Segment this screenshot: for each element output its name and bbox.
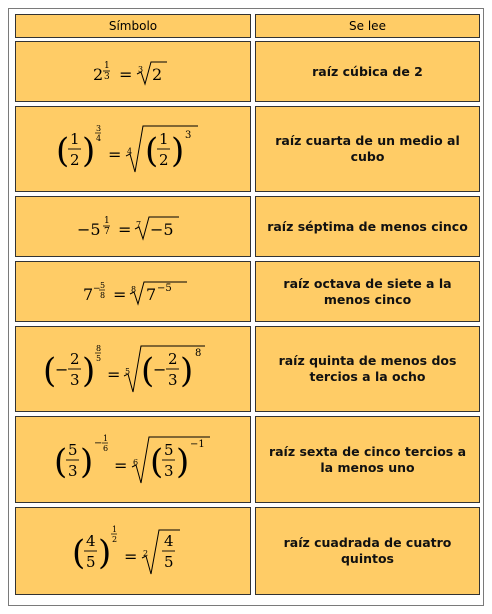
- svg-text:4: 4: [96, 134, 102, 143]
- symbol-cell-fifth-root-minus-two-thirds: [15, 326, 251, 412]
- svg-text:1: 1: [70, 130, 80, 148]
- svg-text:8: 8: [131, 284, 137, 294]
- reading-cell: raíz cúbica de 2: [255, 41, 480, 102]
- svg-text:(: (: [43, 351, 57, 391]
- svg-text:7: 7: [136, 219, 142, 229]
- svg-text:7: 7: [104, 226, 110, 237]
- svg-text:4: 4: [164, 532, 174, 550]
- svg-text:5: 5: [100, 280, 106, 290]
- svg-text:(: (: [141, 351, 155, 391]
- svg-text:(: (: [54, 441, 68, 482]
- reading-cell: raíz quinta de menos dos tercios a la ocho: [255, 326, 480, 412]
- column-header-symbol: Símbolo: [15, 14, 251, 38]
- svg-text:1: 1: [104, 215, 110, 226]
- svg-text:5: 5: [96, 354, 102, 363]
- svg-text:−: −: [94, 437, 103, 449]
- symbol-cell-sixth-root-five-thirds-minus-one: [15, 416, 251, 503]
- svg-text:−5: −5: [150, 219, 174, 239]
- svg-text:1: 1: [159, 130, 169, 148]
- svg-text:): ): [82, 131, 96, 171]
- svg-text:3: 3: [168, 371, 178, 389]
- svg-text:3: 3: [138, 64, 144, 74]
- svg-text:3: 3: [164, 461, 174, 480]
- svg-text:(: (: [145, 131, 159, 171]
- svg-text:=: =: [113, 284, 127, 304]
- svg-text:6: 6: [103, 443, 109, 453]
- svg-text:5: 5: [86, 553, 96, 571]
- svg-text:8: 8: [96, 344, 102, 353]
- svg-text:2: 2: [152, 64, 163, 84]
- svg-text:(: (: [72, 533, 86, 573]
- svg-text:3: 3: [104, 71, 110, 82]
- svg-text:5: 5: [68, 440, 78, 459]
- svg-text:−: −: [55, 360, 69, 379]
- svg-text:6: 6: [133, 457, 139, 467]
- svg-text:): ): [98, 533, 112, 573]
- reading-cell: raíz cuarta de un medio al cubo: [255, 106, 480, 192]
- svg-text:): ): [171, 131, 185, 171]
- svg-text:3: 3: [96, 124, 102, 133]
- svg-text:2: 2: [159, 151, 169, 169]
- svg-text:−5: −5: [157, 282, 172, 294]
- svg-text:=: =: [114, 455, 128, 475]
- symbol-cell-cube-root-2: [15, 41, 251, 102]
- svg-text:4: 4: [86, 532, 96, 550]
- svg-text:=: =: [107, 365, 121, 384]
- radicals-table: [8, 8, 484, 606]
- math-expression: [63, 52, 203, 92]
- math-expression: [63, 207, 203, 247]
- svg-text:=: =: [118, 219, 132, 239]
- svg-text:): ): [176, 441, 190, 482]
- svg-text:5: 5: [125, 367, 131, 376]
- svg-text:−5: −5: [77, 219, 101, 239]
- svg-text:8: 8: [100, 290, 106, 300]
- math-expression: [63, 272, 203, 312]
- svg-text:=: =: [108, 145, 122, 164]
- math-expression: [48, 425, 218, 495]
- svg-text:=: =: [124, 547, 138, 566]
- math-expression: [43, 334, 223, 404]
- svg-text:7: 7: [83, 284, 94, 304]
- svg-text:−: −: [153, 360, 167, 379]
- svg-text:1: 1: [103, 433, 109, 443]
- svg-text:(: (: [150, 441, 164, 482]
- svg-text:5: 5: [164, 440, 174, 459]
- svg-text:): ): [82, 351, 96, 391]
- svg-text:): ): [80, 441, 94, 482]
- reading-cell: raíz octava de siete a la menos cinco: [255, 261, 480, 322]
- symbol-cell-eighth-root-7-minus-5: [15, 261, 251, 322]
- symbol-cell-fourth-root-half-cubed: [15, 106, 251, 192]
- svg-text:): ): [180, 351, 194, 391]
- svg-text:1: 1: [104, 60, 110, 71]
- reading-cell: raíz sexta de cinco tercios a la menos uno: [255, 416, 480, 503]
- svg-text:5: 5: [164, 553, 174, 571]
- svg-text:3: 3: [68, 461, 78, 480]
- svg-text:3: 3: [70, 371, 80, 389]
- math-expression: [68, 516, 198, 586]
- svg-text:7: 7: [146, 284, 157, 304]
- svg-text:1: 1: [112, 525, 118, 534]
- svg-text:3: 3: [185, 130, 192, 141]
- svg-text:2: 2: [168, 350, 178, 368]
- svg-text:8: 8: [195, 348, 202, 359]
- column-header-reads: Se lee: [255, 14, 480, 38]
- math-expression: [48, 114, 218, 184]
- svg-text:2: 2: [70, 151, 80, 169]
- svg-text:4: 4: [127, 147, 133, 156]
- reading-cell: raíz séptima de menos cinco: [255, 196, 480, 257]
- svg-text:2: 2: [93, 64, 104, 84]
- symbol-cell-seventh-root-minus-5: [15, 196, 251, 257]
- symbol-cell-square-root-four-fifths: [15, 507, 251, 595]
- reading-cell: raíz cuadrada de cuatro quintos: [255, 507, 480, 595]
- svg-text:−1: −1: [190, 438, 205, 450]
- svg-text:−: −: [93, 283, 101, 294]
- svg-text:2: 2: [112, 535, 118, 544]
- svg-text:2: 2: [70, 350, 80, 368]
- svg-text:(: (: [56, 131, 70, 171]
- svg-text:=: =: [119, 64, 133, 84]
- svg-text:2: 2: [143, 549, 149, 558]
